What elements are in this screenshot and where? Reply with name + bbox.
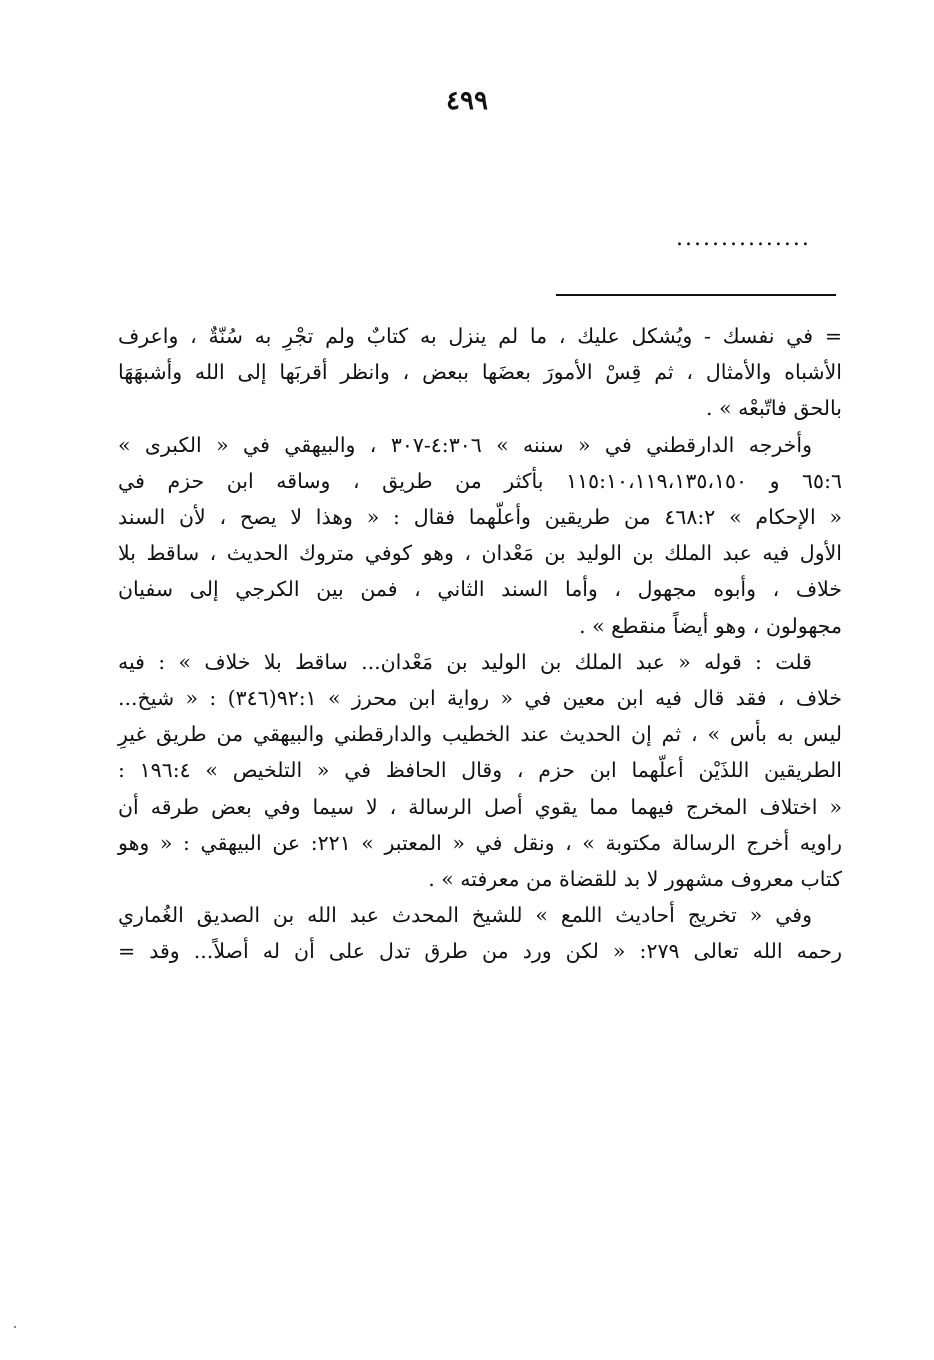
paragraph-3 bbox=[118, 644, 842, 897]
text-line: ٦٥:٦ و ١١٥:١٠،١١٩،١٣٥،١٥٠ بأكثر من طريق ، وساقه ابن حزم في bbox=[118, 468, 842, 493]
text-line: الأول فيه عبد الملك بن الوليد بن مَعْدان ، وهو كوفي متروك الحديث ، ساقط بلا bbox=[118, 541, 842, 566]
paragraph-2 bbox=[118, 427, 842, 644]
text-line: « اختلاف المخرج فيهما مما يقوي أصل الرسالة ، لا سيما وفي بعض طرقه أن bbox=[118, 794, 842, 819]
text-line: راويه أخرج الرسالة مكتوبة » ، ونقل في « المعتبر » ٢٢١: عن البيهقي : « وهو bbox=[118, 830, 843, 855]
ellipsis-separator: ............... bbox=[676, 226, 811, 251]
text-line: بالحق فاتّبعْه » . bbox=[706, 396, 842, 421]
text-line: الطريقين اللذَيْن أعلّهما ابن حزم ، وقال الحافظ في « التلخيص » ١٩٦:٤ : bbox=[118, 758, 842, 783]
page-number: ٤٩٩ bbox=[446, 86, 488, 116]
paragraph-4 bbox=[118, 897, 842, 969]
text-line: خلاف ، وأبوه مجهول ، وأما السند الثاني ، فمن بين الكرجي إلى سفيان bbox=[118, 577, 842, 602]
text-line: « الإحكام » ٤٦٨:٢ من طريقين وأعلّهما فقال : « وهذا لا يصح ، لأن السند bbox=[118, 505, 843, 530]
footnote-rule bbox=[556, 294, 836, 296]
text-line: مجهولون ، وهو أيضاً منقطع » . bbox=[579, 613, 842, 638]
text-line: رحمه الله تعالى ٢٧٩: « لكن ورد من طرق تدل على أن له أصلاً... وقد = bbox=[118, 939, 842, 964]
text-line: وأخرجه الدارقطني في « سننه » ٤:٣٠٦-٣٠٧ ، والبيهقي في « الكبرى » bbox=[118, 432, 812, 457]
paragraph-1 bbox=[118, 318, 842, 427]
text-line: ليس به بأس » ، ثم إن الحديث عند الخطيب والدارقطني والبيهقي من طريق غيرِ bbox=[118, 722, 842, 747]
text-line: خلاف ، فقد قال فيه ابن معين في « رواية ابن محرز » ٩٢:١(٣٤٦) : « شيخ... bbox=[118, 686, 843, 711]
text-line: = في نفسك - ويُشكل عليك ، ما لم ينزل به كتابٌ ولم تجْرِ به سُنّةٌ ، واعرف bbox=[118, 324, 842, 348]
text-line: كتاب معروف مشهور لا بد للقضاة من معرفته » . bbox=[428, 867, 842, 892]
text-line: الأشباه والأمثال ، ثم قِسْ الأمورَ بعضَها ببعض ، وانظر أقربَها إلى الله وأشبهَهَا bbox=[118, 360, 842, 385]
text-line: وفي « تخريج أحاديث اللمع » للشيخ المحدث عبد الله بن الصديق الغُماري bbox=[118, 903, 812, 928]
text-line: قلت : قوله « عبد الملك بن الوليد بن مَعْدان... ساقط بلا خلاف » : فيه bbox=[118, 649, 812, 674]
footnote-text bbox=[118, 318, 842, 970]
scan-speck bbox=[14, 1326, 16, 1328]
